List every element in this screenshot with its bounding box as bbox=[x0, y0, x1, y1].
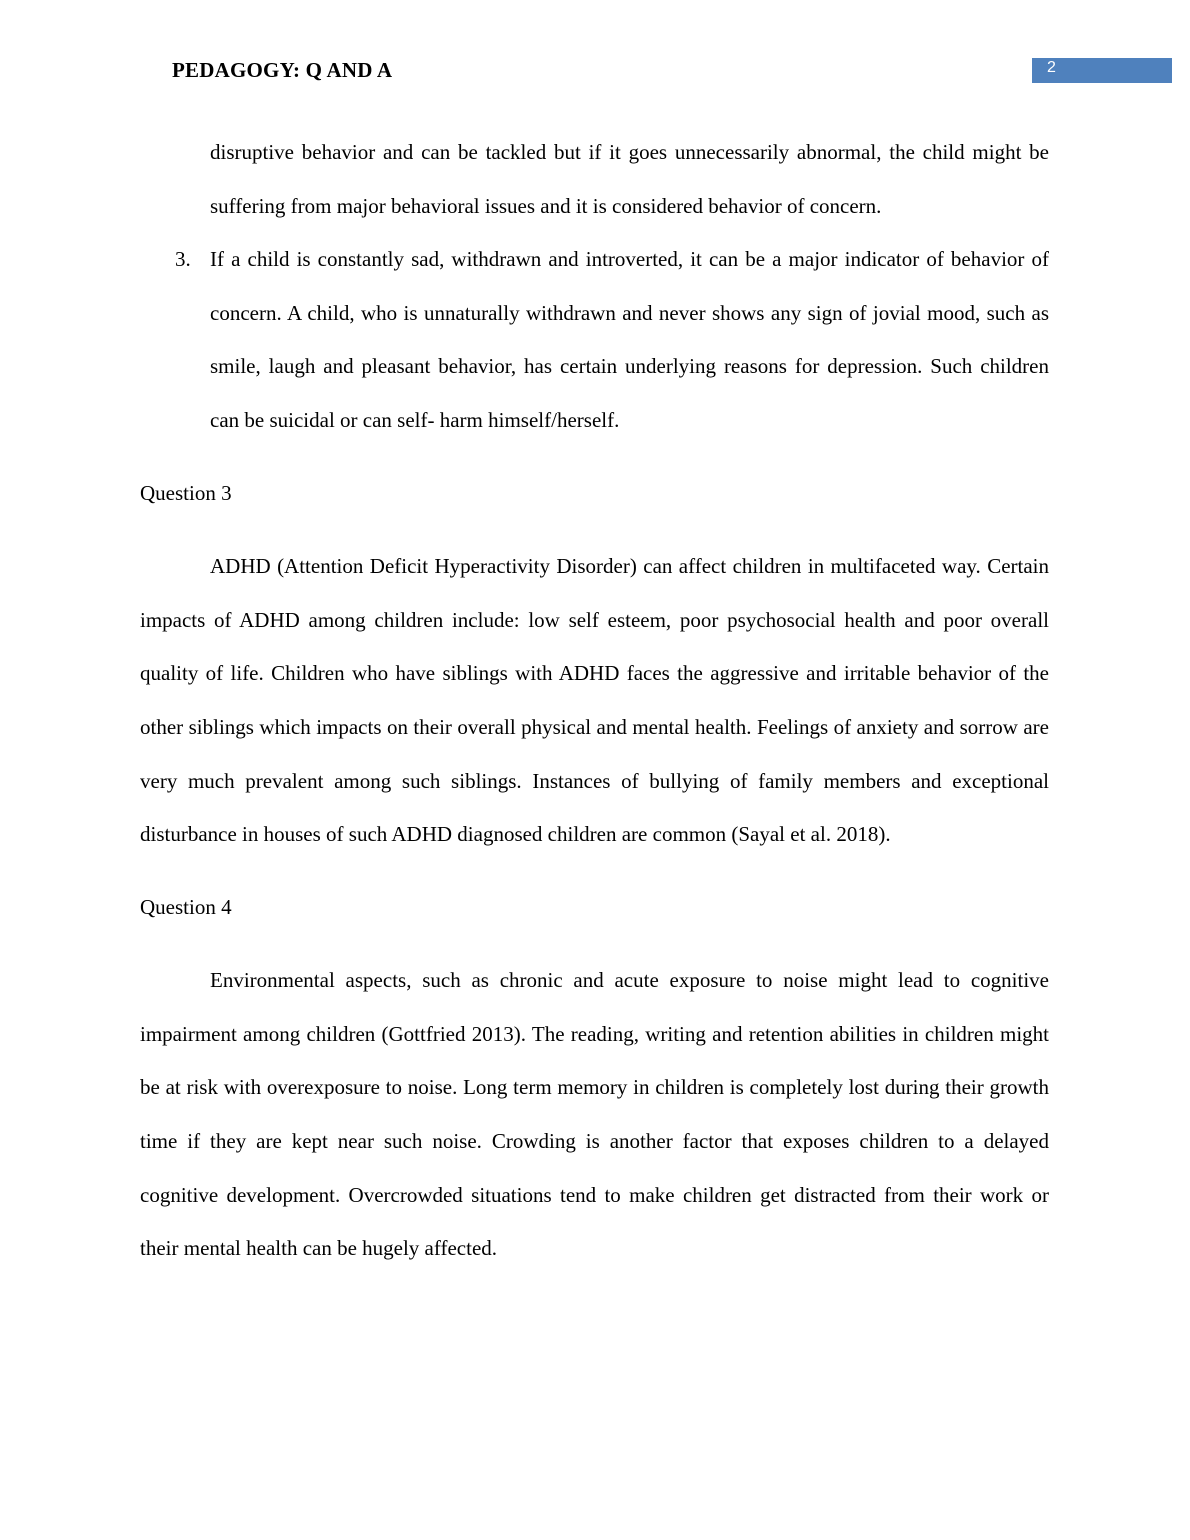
list-item-3 bbox=[140, 233, 1049, 447]
question-3-heading: Question 3 bbox=[140, 481, 232, 506]
question-4-heading: Question 4 bbox=[140, 895, 232, 920]
page-number-box bbox=[1032, 58, 1172, 83]
list-marker: 3. bbox=[175, 247, 191, 272]
question-4-paragraph: Environmental aspects, such as chronic and acute exposure to noise might lead to cognitive impairment among children (Gottfried 2013). The reading, writing and retention abilities in children might be at risk with overexposure to noise. Long term memory in children is completely lost during their growth time if they are kept near such noise. Crowding is another factor that exposes children to a delayed cognitive development. Overcrowded situations tend to make children get distracted from their work or their mental health can be hugely affected. bbox=[140, 968, 1049, 1261]
list-item-continued-text: disruptive behavior and can be tackled but if it goes unnecessarily abnormal, the child might be suffering from major behavioral issues and it is considered behavior of concern. bbox=[210, 140, 1049, 218]
list-item-continued bbox=[140, 126, 1049, 233]
document-body bbox=[140, 126, 1049, 1276]
page-number: 2 bbox=[1047, 59, 1056, 76]
running-head: PEDAGOGY: Q AND A bbox=[172, 58, 393, 82]
list-item-3-text: If a child is constantly sad, withdrawn and introverted, it can be a major indicator of behavior of concern. A child, who is unnaturally withdrawn and never shows any sign of jovial mood, such as smile, laugh and pleasant behavior, has certain underlying reasons for depression. Such children can be suicidal or can self- harm himself/herself. bbox=[210, 247, 1049, 432]
question-3-paragraph: ADHD (Attention Deficit Hyperactivity Disorder) can affect children in multifaceted way. Certain impacts of ADHD among children include: low self esteem, poor psychosocial health and poor overall quality of life. Children who have siblings with ADHD faces the aggressive and irritable behavior of the other siblings which impacts on their overall physical and mental health. Feelings of anxiety and sorrow are very much prevalent among such siblings. Instances of bullying of family members and exceptional disturbance in houses of such ADHD diagnosed children are common (Sayal et al. 2018). bbox=[140, 554, 1049, 847]
